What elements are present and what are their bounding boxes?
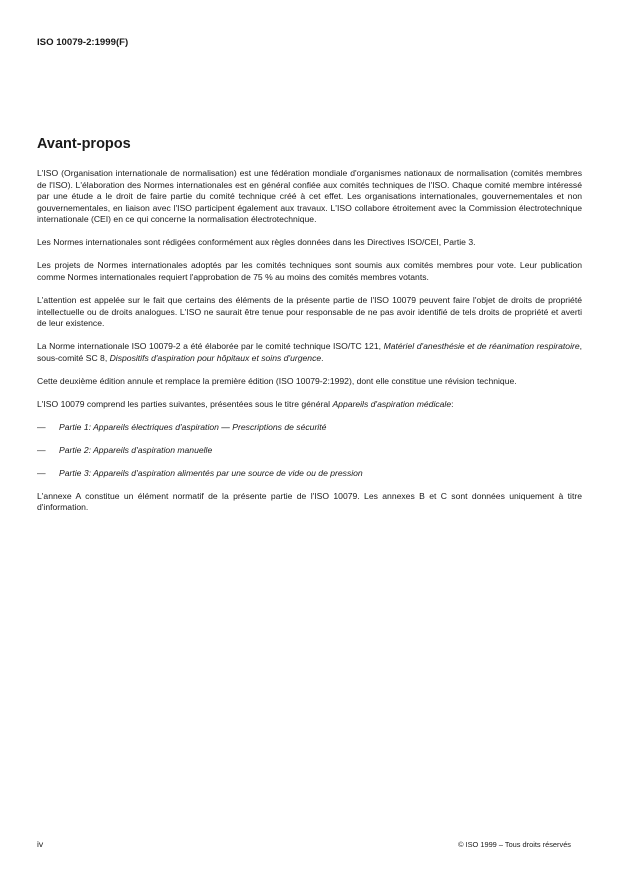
- paragraph-annexes: L'annexe A constitue un élément normatif de la présente partie de l'ISO 10079. Les annexes B et C sont données uniquement à titre d'information.: [37, 490, 582, 513]
- paragraph-parts-intro: [37, 399, 582, 411]
- list-item-part-1: [37, 422, 582, 434]
- general-title: Appareils d'aspiration médicale: [332, 398, 452, 409]
- paragraph-committee: [37, 341, 582, 364]
- subcommittee-title: Dispositifs d'aspiration pour hôpitaux et soins d'urgence: [109, 352, 322, 363]
- paragraph-voting: Les projets de Normes internationales adoptés par les comités techniques sont soumis aux comités membres pour vote. Leur publication comme Normes internationales requiert l'approbation de 75 % au moins des comités membres votants.: [37, 260, 582, 282]
- paragraph-patent-rights: L'attention est appelée sur le fait que certains des éléments de la présente partie de l'ISO 10079 peuvent faire l'objet de droits de propriété intellectuelle ou de droits analogues. L'ISO ne saurait être tenue pour responsable de ne pas avoir identifié de tels droits de propriété et averti de leur existence.: [37, 294, 582, 329]
- text: .: [321, 352, 324, 363]
- paragraph-directives: Les Normes internationales sont rédigées conformément aux règles données dans les Directives ISO/CEI, Partie 3.: [37, 237, 476, 248]
- copyright-notice: © ISO 1999 – Tous droits réservés: [458, 840, 571, 849]
- text: L'ISO 10079 comprend les parties suivantes, présentées sous le titre général: [37, 398, 333, 409]
- text: , sous-comité SC 8,: [37, 341, 583, 363]
- part-label: Partie 1: Appareils électriques d'aspiration — Prescriptions de sécurité: [59, 421, 327, 432]
- dash-bullet: —: [37, 421, 46, 432]
- part-label: Partie 2: Appareils d'aspiration manuelle: [59, 444, 213, 455]
- list-item-part-3: [37, 468, 582, 480]
- foreword-body: [37, 168, 582, 525]
- list-item-part-2: [37, 445, 582, 457]
- text: La Norme internationale ISO 10079-2 a été élaborée par le comité technique ISO/TC 121,: [37, 341, 384, 352]
- part-label: Partie 3: Appareils d'aspiration alimentés par une source de vide ou de pression: [59, 467, 363, 478]
- document-header-id: ISO 10079-2:1999(F): [37, 37, 129, 48]
- section-title: Avant-propos: [37, 136, 131, 152]
- paragraph-iso-intro: L'ISO (Organisation internationale de normalisation) est une fédération mondiale d'organismes nationaux de normalisation (comités membres de l'ISO). L'élaboration des Normes internationales est en général confiée aux comités techniques de l'ISO. Chaque comité membre intéressé par une étude a le droit de faire partie du comité technique créé à cet effet. Les organisations internationales, gouvernementales et non gouvernementales, en liaison avec l'ISO participent également aux travaux. L'ISO collabore étroitement avec la Commission électrotechnique internationale (CEI) en ce qui concerne la normalisation électrotechnique.: [37, 168, 582, 225]
- dash-bullet: —: [37, 444, 46, 455]
- paragraph-edition: Cette deuxième édition annule et remplace la première édition (ISO 10079-2:1992), dont elle constitue une révision technique.: [37, 375, 517, 386]
- dash-bullet: —: [37, 467, 46, 478]
- page-number: iv: [37, 839, 44, 849]
- text: :: [451, 398, 454, 409]
- committee-title: Matériel d'anesthésie et de réanimation respiratoire: [383, 341, 580, 352]
